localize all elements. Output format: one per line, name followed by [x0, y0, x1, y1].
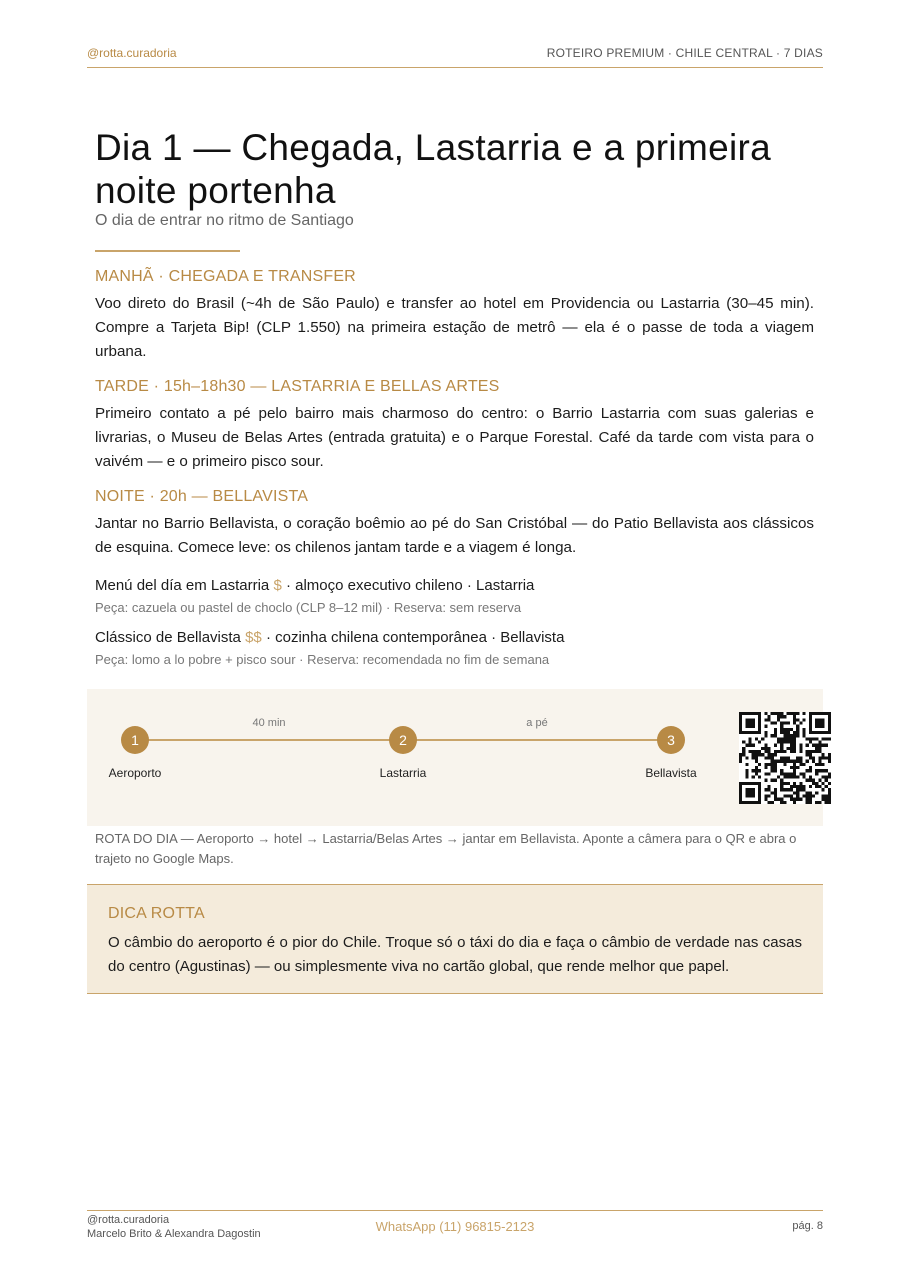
section-text-morning: Voo direto do Brasil (~4h de São Paulo) e transfer ao hotel em Providencia ou Lastarria (30–45 min). Compre a Tarjeta Bip! (CLP 1.550) na primeira estação de metrô — ela é o passe de toda a viagem urbana. — [95, 295, 814, 360]
page-number: pág. 8 — [792, 1220, 823, 1232]
footer-brand: @rotta.curadoria — [87, 1214, 170, 1226]
route-leg-2: a pé — [526, 717, 548, 729]
route-stop-1: 1 — [121, 726, 149, 754]
restaurant-price: $ — [273, 577, 282, 594]
header-brand: @rotta.curadoria — [87, 46, 177, 60]
section-heading-morning: MANHÃ · CHEGADA E TRANSFER — [95, 268, 356, 285]
footer-authors: Marcelo Brito & Alexandra Dagostin — [87, 1228, 261, 1240]
route-map — [87, 689, 823, 826]
route-stop-2: 2 — [389, 726, 417, 754]
restaurant-2-sub: Peça: lomo a lo pobre + pisco sour · Reserva: recomendada no fim de semana — [95, 652, 550, 667]
route-leg-1: 40 min — [252, 717, 286, 729]
tip-text: O câmbio do aeroporto é o pior do Chile. Troque só o táxi do dia e faça o câmbio de verdade nas casas do centro (Agustinas) — ou simplesmente viva no cartão global, que rende melhor que papel. — [108, 934, 802, 975]
page-footer — [87, 1210, 823, 1251]
section-text-afternoon: Primeiro contato a pé pelo bairro mais charmoso do centro: o Barrio Lastarria com suas galerias e livrarias, o Museu de Belas Artes (entrada gratuita) e o Parque Forestal. Café da tarde com vista para o vaivém — e o primeiro pisco sour. — [95, 405, 814, 470]
restaurant-1-sub: Peça: cazuela ou pastel de choclo (CLP 8–12 mil) · Reserva: sem reserva — [95, 600, 522, 615]
section-heading-afternoon: TARDE · 15h–18h30 — LASTARRIA E BELLAS ARTES — [95, 378, 500, 395]
page-header — [87, 46, 823, 68]
day-title: Dia 1 — Chegada, Lastarria e a primeira noite portenha — [95, 127, 771, 211]
restaurant-name: Menú del día em Lastarria — [95, 577, 270, 594]
tip-box — [87, 884, 823, 994]
restaurant-detail: · almoço executivo chileno · Lastarria — [285, 577, 535, 594]
route-stop-3-label: Bellavista — [645, 766, 697, 780]
restaurant-1 — [95, 577, 534, 594]
footer-whatsapp-link[interactable]: WhatsApp (11) 96815-2123 — [375, 1219, 535, 1234]
restaurant-2 — [95, 629, 564, 646]
day-subtitle: O dia de entrar no ritmo de Santiago — [95, 212, 354, 229]
restaurant-detail: · cozinha chilena contemporânea · Bellavista — [265, 629, 565, 646]
route-stop-3: 3 — [657, 726, 685, 754]
route-stop-1-label: Aeroporto — [108, 766, 162, 780]
tip-heading: DICA ROTTA — [108, 905, 205, 922]
restaurant-price: $$ — [245, 629, 262, 646]
route-caption: ROTA DO DIA — Aeroporto → hotel → Lastarria/Belas Artes → jantar em Bellavista. Aponte a câmera para o QR e abra o trajeto no Google Maps. — [95, 831, 797, 866]
section-text-night: Jantar no Barrio Bellavista, o coração boêmio ao pé do San Cristóbal — do Patio Bellavista aos clássicos de esquina. Comece leve: os chilenos jantam tarde e a viagem é longa. — [95, 515, 814, 556]
title-divider — [95, 250, 240, 252]
restaurant-name: Clássico de Bellavista — [95, 629, 241, 646]
qr-code-icon[interactable] — [739, 712, 831, 804]
route-stop-2-label: Lastarria — [379, 766, 427, 780]
header-meta: ROTEIRO PREMIUM · CHILE CENTRAL · 7 DIAS — [546, 46, 823, 60]
section-heading-night: NOITE · 20h — BELLAVISTA — [95, 488, 309, 505]
